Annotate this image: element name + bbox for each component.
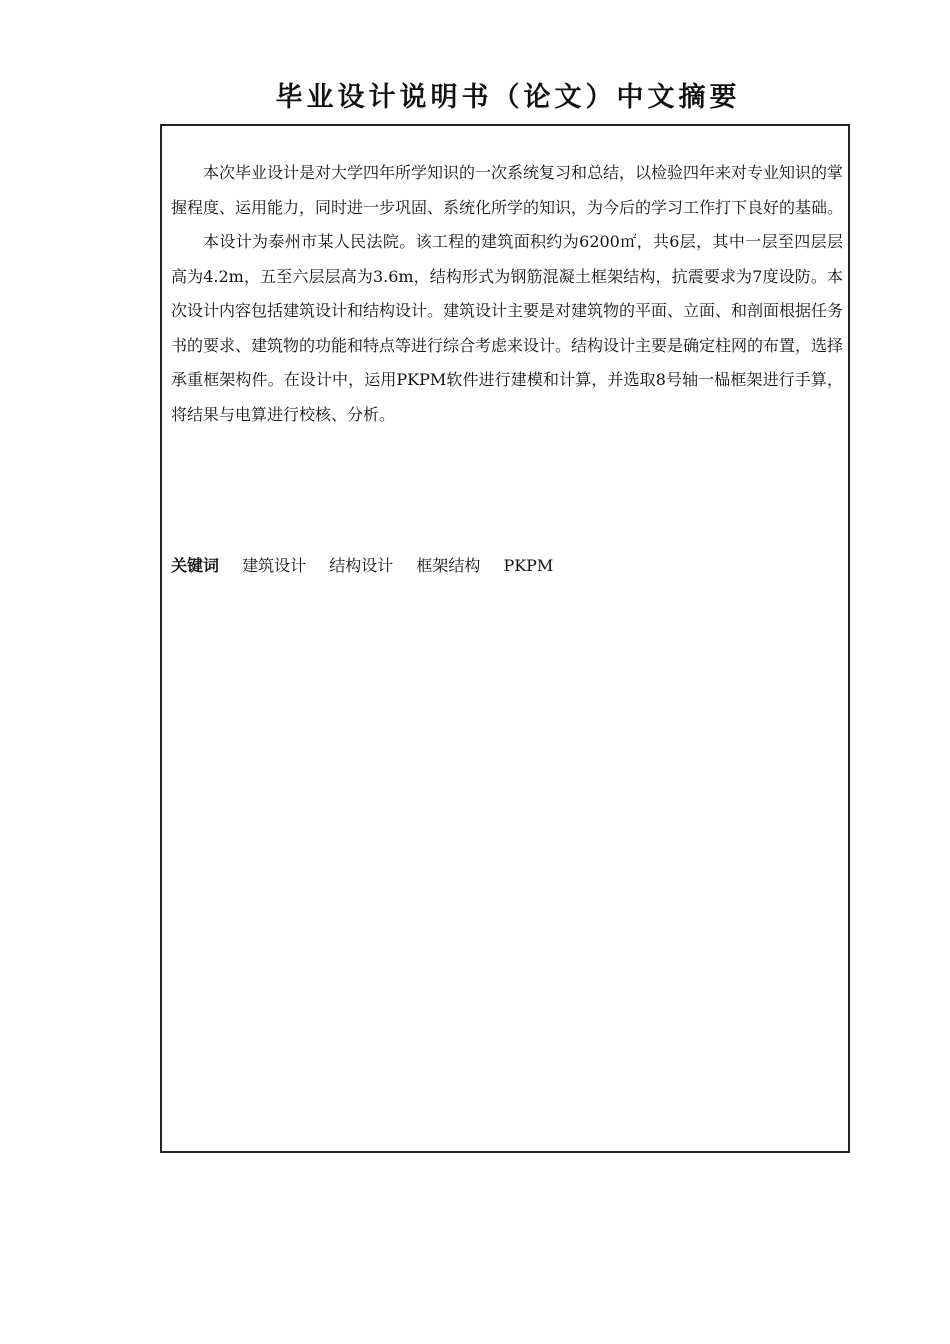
keyword-item: 框架结构: [416, 556, 481, 575]
keyword-item: 建筑设计: [242, 556, 307, 575]
abstract-paragraph-1: 本次毕业设计是对大学四年所学知识的一次系统复习和总结，以检验四年来对专业知识的掌握程度、运用能力，同时进一步巩固、系统化所学的知识，为今后的学习工作打下良好的基础。: [171, 163, 844, 217]
keyword-item: 结构设计: [329, 556, 394, 575]
abstract-paragraph-2: 本设计为泰州市某人民法院。该工程的建筑面积约为6200㎡，共6层，其中一层至四层层高为4.2m，五至六层层高为3.6m，结构形式为钢筋混凝土框架结构，抗震要求为7度设防。本次设计内容包括建筑设计和结构设计。建筑设计主要是对建筑物的平面、立面、和剖面根据任务书的要求、建筑物的功能和特点等进行综合考虑来设计。结构设计主要是确定柱网的布置，选择承重框架构件。在设计中，运用PKPM软件进行建模和计算，并选取8号轴一榀框架进行手算，将结果与电算进行校核、分析。: [171, 232, 844, 424]
keywords-label: 关键词: [171, 556, 220, 575]
abstract-box: [160, 124, 850, 1153]
abstract-body: [171, 156, 843, 432]
page-title: 毕业设计说明书（论文）中文摘要: [275, 82, 741, 113]
keyword-item: PKPM: [503, 556, 554, 575]
keywords-line: [171, 549, 843, 583]
